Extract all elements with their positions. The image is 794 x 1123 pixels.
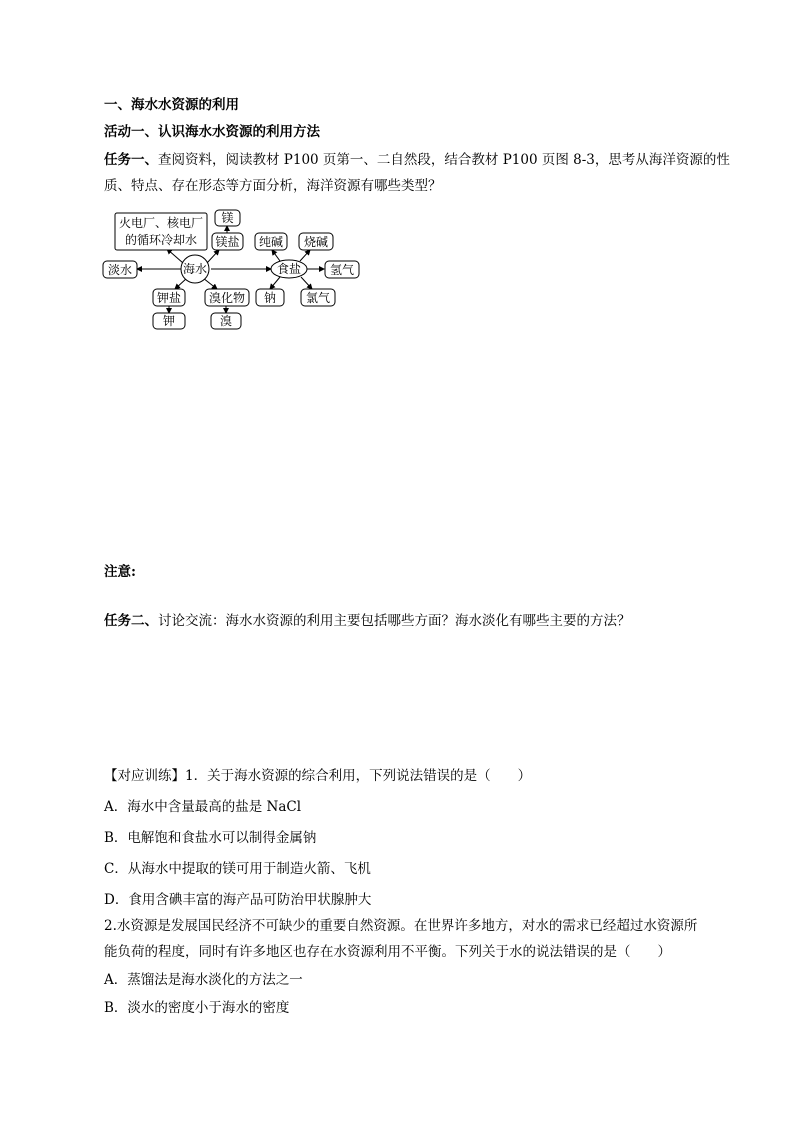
arrow-to-power-plant	[167, 249, 183, 263]
bromine-label: 溴	[219, 314, 233, 328]
power-plant-label-1: 火电厂、核电厂	[118, 216, 204, 230]
q1-option-b: B．电解饱和食盐水可以制得金属钠	[104, 830, 317, 846]
task2-text: 讨论交流：海水水资源的利用主要包括哪些方面？海水淡化有哪些主要的方法？	[158, 613, 631, 629]
seawater-label: 海水	[182, 262, 208, 276]
section-title: 一、海水水资源的利用	[104, 97, 239, 113]
task2-line	[104, 611, 631, 631]
task2-label: 任务二、	[104, 613, 158, 629]
magnesium-label: 镁	[221, 211, 234, 225]
hydrogen-label: 氢气	[329, 263, 355, 277]
soda-ash-label: 纯碱	[258, 235, 284, 249]
arrow-to-magnesium-salt	[207, 250, 219, 263]
q1-option-a: A．海水中含量最高的盐是 NaCl	[104, 799, 302, 815]
magnesium-salt-label: 镁盐	[215, 235, 240, 249]
arrow-to-chlorine	[301, 277, 312, 289]
q2-stem-line2: 能负荷的程度，同时有许多地区也存在水资源利用不平衡。下列关于水的说法错误的是（ ）	[104, 944, 671, 960]
task1-label: 任务一、	[104, 152, 158, 168]
arrow-to-bromide	[203, 278, 217, 289]
caustic-soda-label: 烧碱	[303, 235, 329, 249]
q2-option-a: A．蒸馏法是海水淡化的方法之一	[104, 972, 303, 988]
practice-q1-stem	[104, 766, 531, 786]
arrow-to-sodium	[270, 277, 280, 289]
note-label: 注意:	[104, 564, 136, 580]
chlorine-label: 氯气	[305, 291, 331, 305]
q1-option-d: D．食用含碘丰富的海产品可防治甲状腺肿大	[104, 892, 372, 908]
task1-line1	[104, 150, 730, 170]
power-plant-label-2: 的循环冷却水	[124, 233, 198, 247]
q2-stem-line1: 2.水资源是发展国民经济不可缺少的重要自然资源。在世界许多地方，对水的需求已经超过水资源所	[104, 918, 698, 934]
potassium-salt-label: 钾盐	[156, 291, 182, 305]
task1-text: 查阅资料，阅读教材 P100 页第一、二自然段，结合教材 P100 页图 8-3，思考从海洋资源的性	[158, 152, 730, 168]
q2-option-b: B．淡水的密度小于海水的密度	[104, 1000, 290, 1016]
bromide-label: 溴化物	[208, 291, 246, 305]
q1-stem-text: 1．关于海水资源的综合利用，下列说法错误的是（ ）	[185, 768, 532, 784]
arrow-to-soda-ash	[272, 250, 280, 261]
potassium-label: 钾	[162, 314, 176, 328]
task1-line2: 质、特点、存在形态等方面分析，海洋资源有哪些类型？	[104, 178, 442, 194]
salt-label: 食盐	[276, 262, 302, 276]
practice-tag: 【对应训练】	[104, 768, 185, 784]
q1-option-c: C．从海水中提取的镁可用于制造火箭、飞机	[104, 861, 371, 877]
sodium-label: 钠	[263, 291, 277, 305]
seawater-resources-diagram	[95, 205, 375, 335]
fresh-water-label: 淡水	[107, 263, 133, 277]
arrow-to-caustic-soda	[300, 250, 310, 261]
activity-heading: 活动一、认识海水水资源的利用方法	[104, 124, 320, 140]
